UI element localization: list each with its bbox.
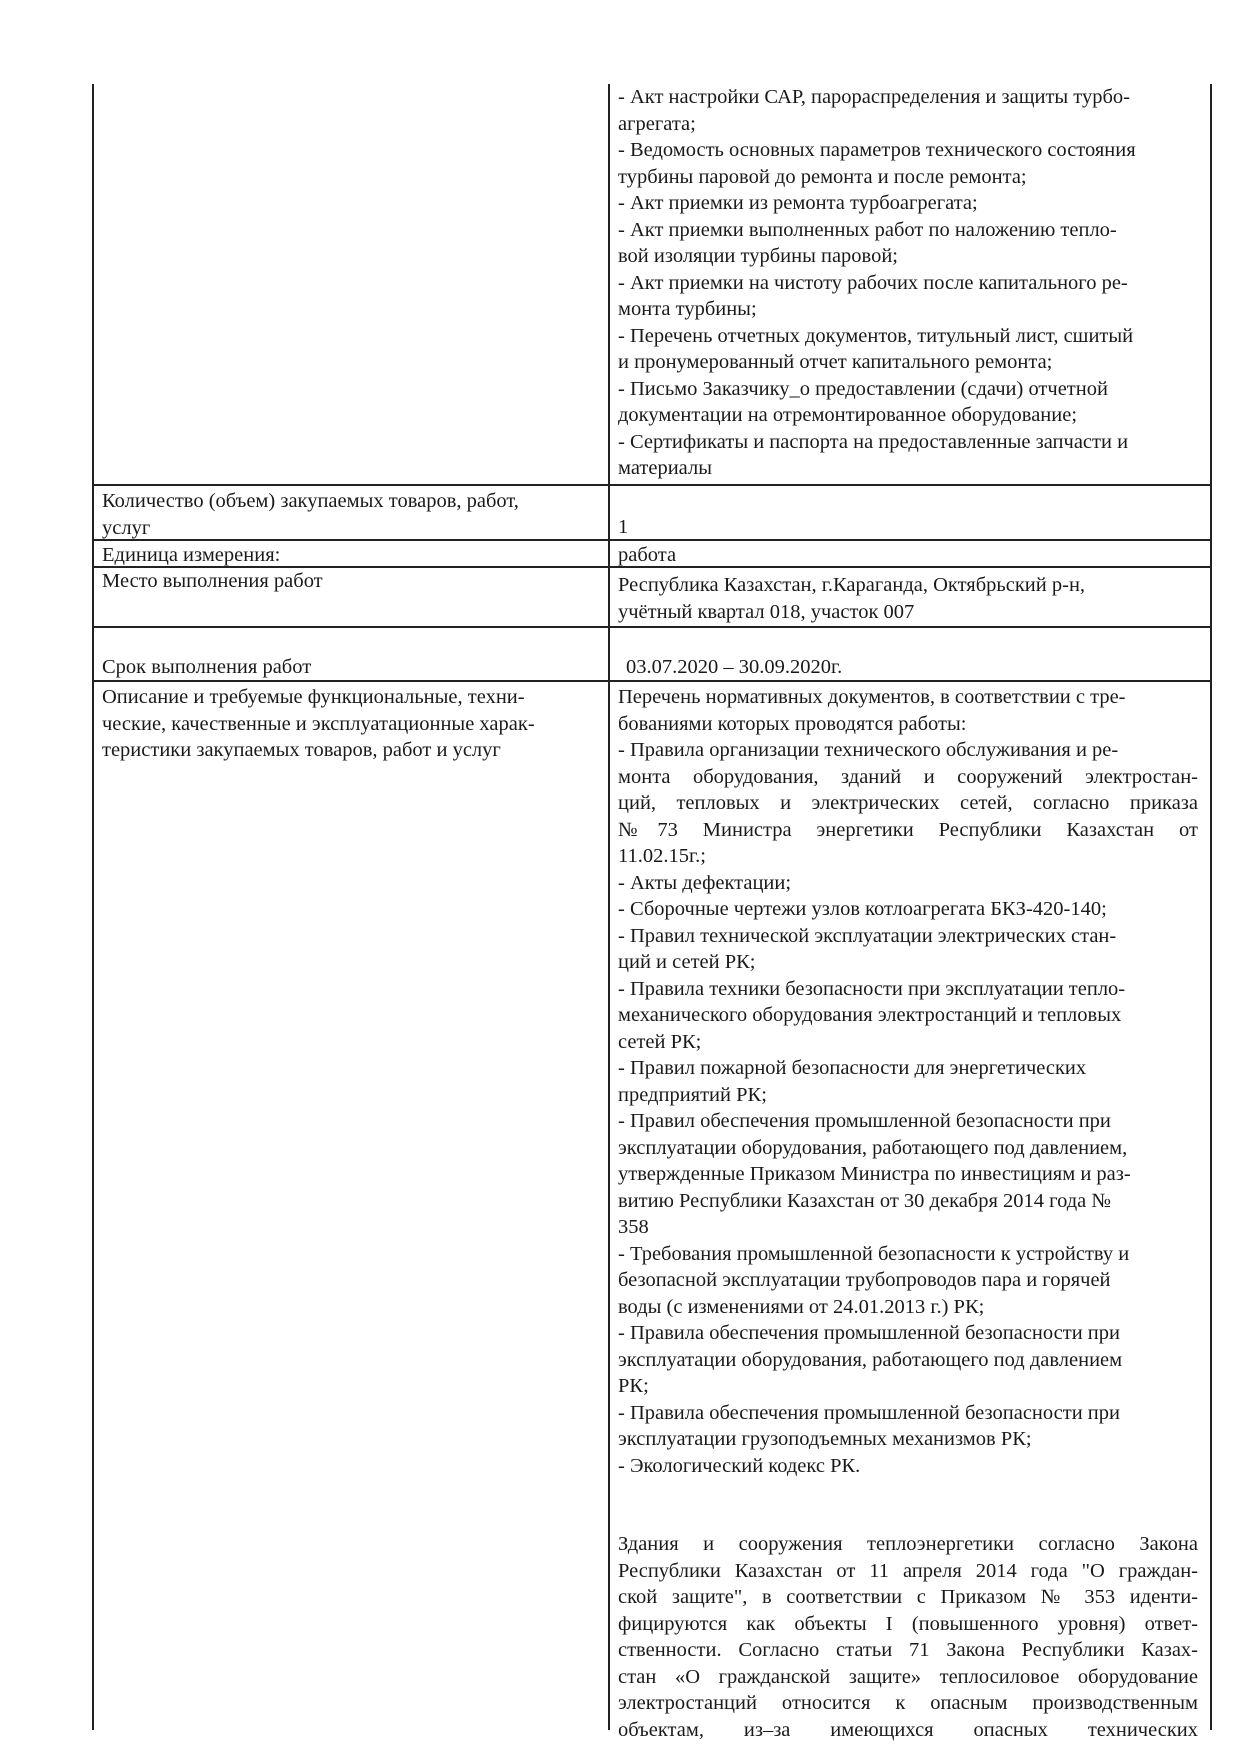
doc-line: - Требования промышленной безопасности к устройству и [618,1242,1130,1265]
label-line: Описание и требуемые функциональные, техни- [102,686,525,708]
paragraph-line: Здания и сооружения теплоэнергетики согласно Закона [618,1533,1198,1555]
row-divider [94,484,1210,486]
value-line: Республика Казахстан, г.Караганда, Октябрьский р-н, [618,574,1086,596]
list-line: - Акт приемки из ремонта турбоагрегата; [618,192,978,214]
doc-line: монта оборудования, зданий и сооружений электростан- [618,765,1198,788]
quantity-value: 1 [618,516,629,538]
doc-line: механического оборудования электростанций и тепловых [618,1004,1122,1026]
paragraph-line: ской защите", в соответствии с Приказом № 353 иденти- [618,1586,1198,1608]
label-line: Количество (объем) закупаемых товаров, работ, [102,490,519,512]
doc-line: - Правил обеспечения промышленной безопасности при [618,1110,1111,1132]
unit-value: работа [618,544,677,566]
doc-line: утвержденные Приказом Министра по инвестициям и раз- [618,1163,1131,1185]
paragraph-line: стан «О гражданской защите» теплосиловое оборудование [618,1665,1198,1688]
list-line: - Акт приемки на чистоту рабочих после капитального ре- [618,271,1128,294]
doc-line: 358 [618,1216,649,1238]
row-divider [94,680,1210,682]
list-line: монта турбины; [618,298,757,320]
place-value [618,572,1198,625]
list-line: - Акт настройки САР, парораспределения и защиты турбо- [618,86,1130,108]
list-line: - Сертификаты и паспорта на предоставленные запчасти и [618,430,1129,453]
doc-line: №73 Министра энергетики Республики Казахстан от [618,818,1198,841]
paragraph-line: ственности. Согласно статьи 71 Закона Республики Казах- [618,1639,1198,1661]
list-line: вой изоляции турбины паровой; [618,245,898,267]
value-line: учётный квартал 018, участок 007 [618,600,915,623]
column-divider [608,84,610,1730]
list-line: турбины паровой до ремонта и после ремонта; [618,165,1027,188]
doc-line: ций, тепловых и электрических сетей, согласно приказа [618,792,1198,814]
doc-line: витию Республики Казахстан от 30 декабря 2014 года № [618,1189,1111,1212]
paragraph-line: фицируются как объекты I (повышенного уровня) ответ- [618,1612,1198,1635]
doc-line: безопасной эксплуатации трубопроводов пара и горячей [618,1269,1111,1291]
paragraph-line: электростанций относится к опасным производственным [618,1692,1198,1714]
row-divider [94,539,1210,541]
list-line: и пронумерованный отчет капитального ремонта; [618,351,1053,373]
doc-line: предприятий РК; [618,1083,767,1106]
list-line: - Акт приемки выполненных работ по наложению тепло- [618,218,1117,241]
doc-line: - Правила обеспечения промышленной безопасности при [618,1401,1120,1424]
doc-line: эксплуатации грузоподъемных механизмов РК; [618,1428,1032,1450]
label-line: услуг [102,516,151,539]
list-line: агрегата; [618,112,696,135]
list-line: материалы [618,457,712,479]
unit-label: Единица измерения: [102,544,281,566]
reports-list-cell [618,84,1198,482]
doc-line: - Правил пожарной безопасности для энергетических [618,1057,1087,1079]
doc-line: воды (с изменениями от 24.01.2013 г.) РК; [618,1295,985,1318]
doc-line: 11.02.15г.; [618,845,706,867]
doc-line: - Сборочные чертежи узлов котлоагрегата БКЗ-420-140; [618,898,1107,920]
requirements-table [92,84,1212,1741]
doc-line: РК; [618,1375,649,1397]
term-label: Срок выполнения работ [102,656,312,678]
doc-line: - Правил технической эксплуатации электрических стан- [618,924,1117,947]
place-label: Место выполнения работ [102,570,323,592]
list-line: - Письмо Заказчику_о предоставлении (сдачи) отчетной [618,377,1108,400]
list-line: - Перечень отчетных документов, титульный лист, сшитый [618,324,1134,347]
list-line: документации на отремонтированное оборудование; [618,404,1078,426]
label-line: теристики закупаемых товаров, работ и услуг [102,739,501,761]
doc-line: - Акты дефектации; [618,871,792,894]
term-value: 03.07.2020 – 30.09.2020г. [626,656,843,678]
quantity-label [102,488,592,541]
doc-line: сетей РК; [618,1030,702,1053]
doc-line: - Правила обеспечения промышленной безопасности при [618,1322,1120,1344]
doc-line: эксплуатации оборудования, работающего под давлением, [618,1136,1128,1159]
list-line: - Ведомость основных параметров технического состояния [618,139,1136,161]
row-divider [94,626,1210,628]
doc-line: - Экологический кодекс РК. [618,1454,861,1477]
label-line: ческие, качественные и эксплуатационные харак- [102,712,535,735]
paragraph-line: объектам, из–за имеющихся опасных технических [618,1718,1198,1741]
doc-line: ций и сетей РК; [618,951,756,973]
doc-line: - Правила организации технического обслуживания и ре- [618,739,1119,761]
doc-line: эксплуатации оборудования, работающего под давлением [618,1348,1123,1371]
doc-line: - Правила техники безопасности при эксплуатации тепло- [618,977,1126,1000]
doc-line: Перечень нормативных документов, в соответствии с тре- [618,686,1126,708]
doc-line: бованиями которых проводятся работы: [618,712,967,735]
normative-documents-cell [618,684,1198,1743]
paragraph-line: Республики Казахстан от 11 апреля 2014 года "О граждан- [618,1559,1198,1582]
description-label [102,684,592,764]
